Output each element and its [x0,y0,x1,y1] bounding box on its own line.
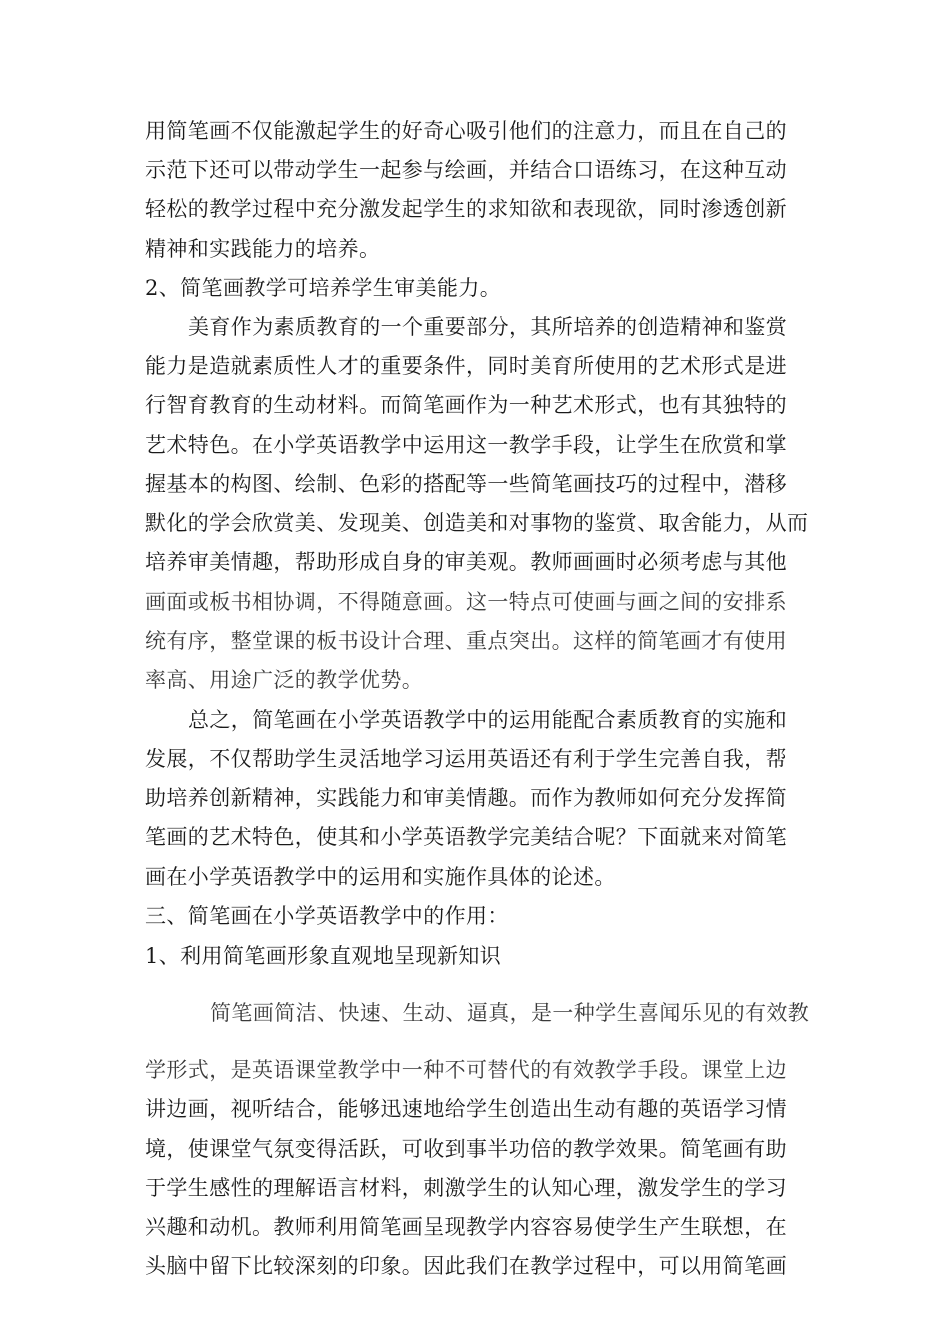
paragraph-line: 默化的学会欣赏美、发现美、创造美和对事物的鉴赏、取舍能力，从而 [145,511,809,535]
paragraph-line: 境，使课堂气氛变得活跃，可收到事半功倍的教学效果。简笔画有助 [145,1137,787,1161]
paragraph-line: 总之，简笔画在小学英语教学中的运用能配合素质教育的实施和 [188,708,788,732]
paragraph-line: 统有序，整堂课的板书设计合理、重点突出。这样的简笔画才有使用 [145,629,787,653]
paragraph-line: 笔画的艺术特色，使其和小学英语教学完美结合呢？下面就来对简笔 [145,825,787,849]
paragraph-line: 助培养创新精神，实践能力和审美情趣。而作为教师如何充分发挥简 [145,786,787,810]
paragraph-line: 讲边画，视听结合，能够迅速地给学生创造出生动有趣的英语学习情 [145,1097,787,1121]
paragraph-line: 示范下还可以带动学生一起参与绘画，并结合口语练习，在这种互动 [145,158,787,182]
paragraph-line: 轻松的教学过程中充分激发起学生的求知欲和表现欲，同时渗透创新 [145,197,787,221]
paragraph-line: 于学生感性的理解语言材料，刺激学生的认知心理，激发学生的学习 [145,1176,787,1200]
paragraph-line: 发展，不仅帮助学生灵活地学习运用英语还有利于学生完善自我，帮 [145,747,787,771]
paragraph-line: 能力是造就素质性人才的重要条件，同时美育所使用的艺术形式是进 [145,354,787,378]
paragraph-line: 头脑中留下比较深刻的印象。因此我们在教学过程中，可以用简笔画 [145,1254,787,1278]
paragraph-line: 用简笔画不仅能激起学生的好奇心吸引他们的注意力，而且在自己的 [145,119,787,143]
section-heading: 三、简笔画在小学英语教学中的作用： [145,904,509,928]
paragraph-line: 画在小学英语教学中的运用和实施作具体的论述。 [145,865,616,889]
paragraph-line: 握基本的构图、绘制、色彩的搭配等一些简笔画技巧的过程中，潜移 [145,472,787,496]
paragraph-line: 精神和实践能力的培养。 [145,237,381,261]
paragraph-line: 简笔画简洁、快速、生动、逼真，是一种学生喜闻乐见的有效教 [210,1001,810,1025]
section-heading: 2、简笔画教学可培养学生审美能力。 [145,276,502,300]
paragraph-line: 行智育教育的生动材料。而简笔画作为一种艺术形式，也有其独特的 [145,393,787,417]
paragraph-line: 率高、用途广泛的教学优势。 [145,668,424,692]
paragraph-line: 艺术特色。在小学英语教学中运用这一教学手段，让学生在欣赏和掌 [145,433,787,457]
paragraph-line: 兴趣和动机。教师利用简笔画呈现教学内容容易使学生产生联想，在 [145,1215,787,1239]
paragraph-line: 学形式，是英语课堂教学中一种不可替代的有效教学手段。课堂上边 [145,1058,787,1082]
subsection-heading: 1、利用简笔画形象直观地呈现新知识 [145,944,502,968]
paragraph-line: 培养审美情趣，帮助形成自身的审美观。教师画画时必须考虑与其他 [145,550,787,574]
paragraph-line: 美育作为素质教育的一个重要部分，其所培养的创造精神和鉴赏 [188,315,788,339]
paragraph-line: 画面或板书相协调，不得随意画。这一特点可使画与画之间的安排系 [145,590,787,614]
